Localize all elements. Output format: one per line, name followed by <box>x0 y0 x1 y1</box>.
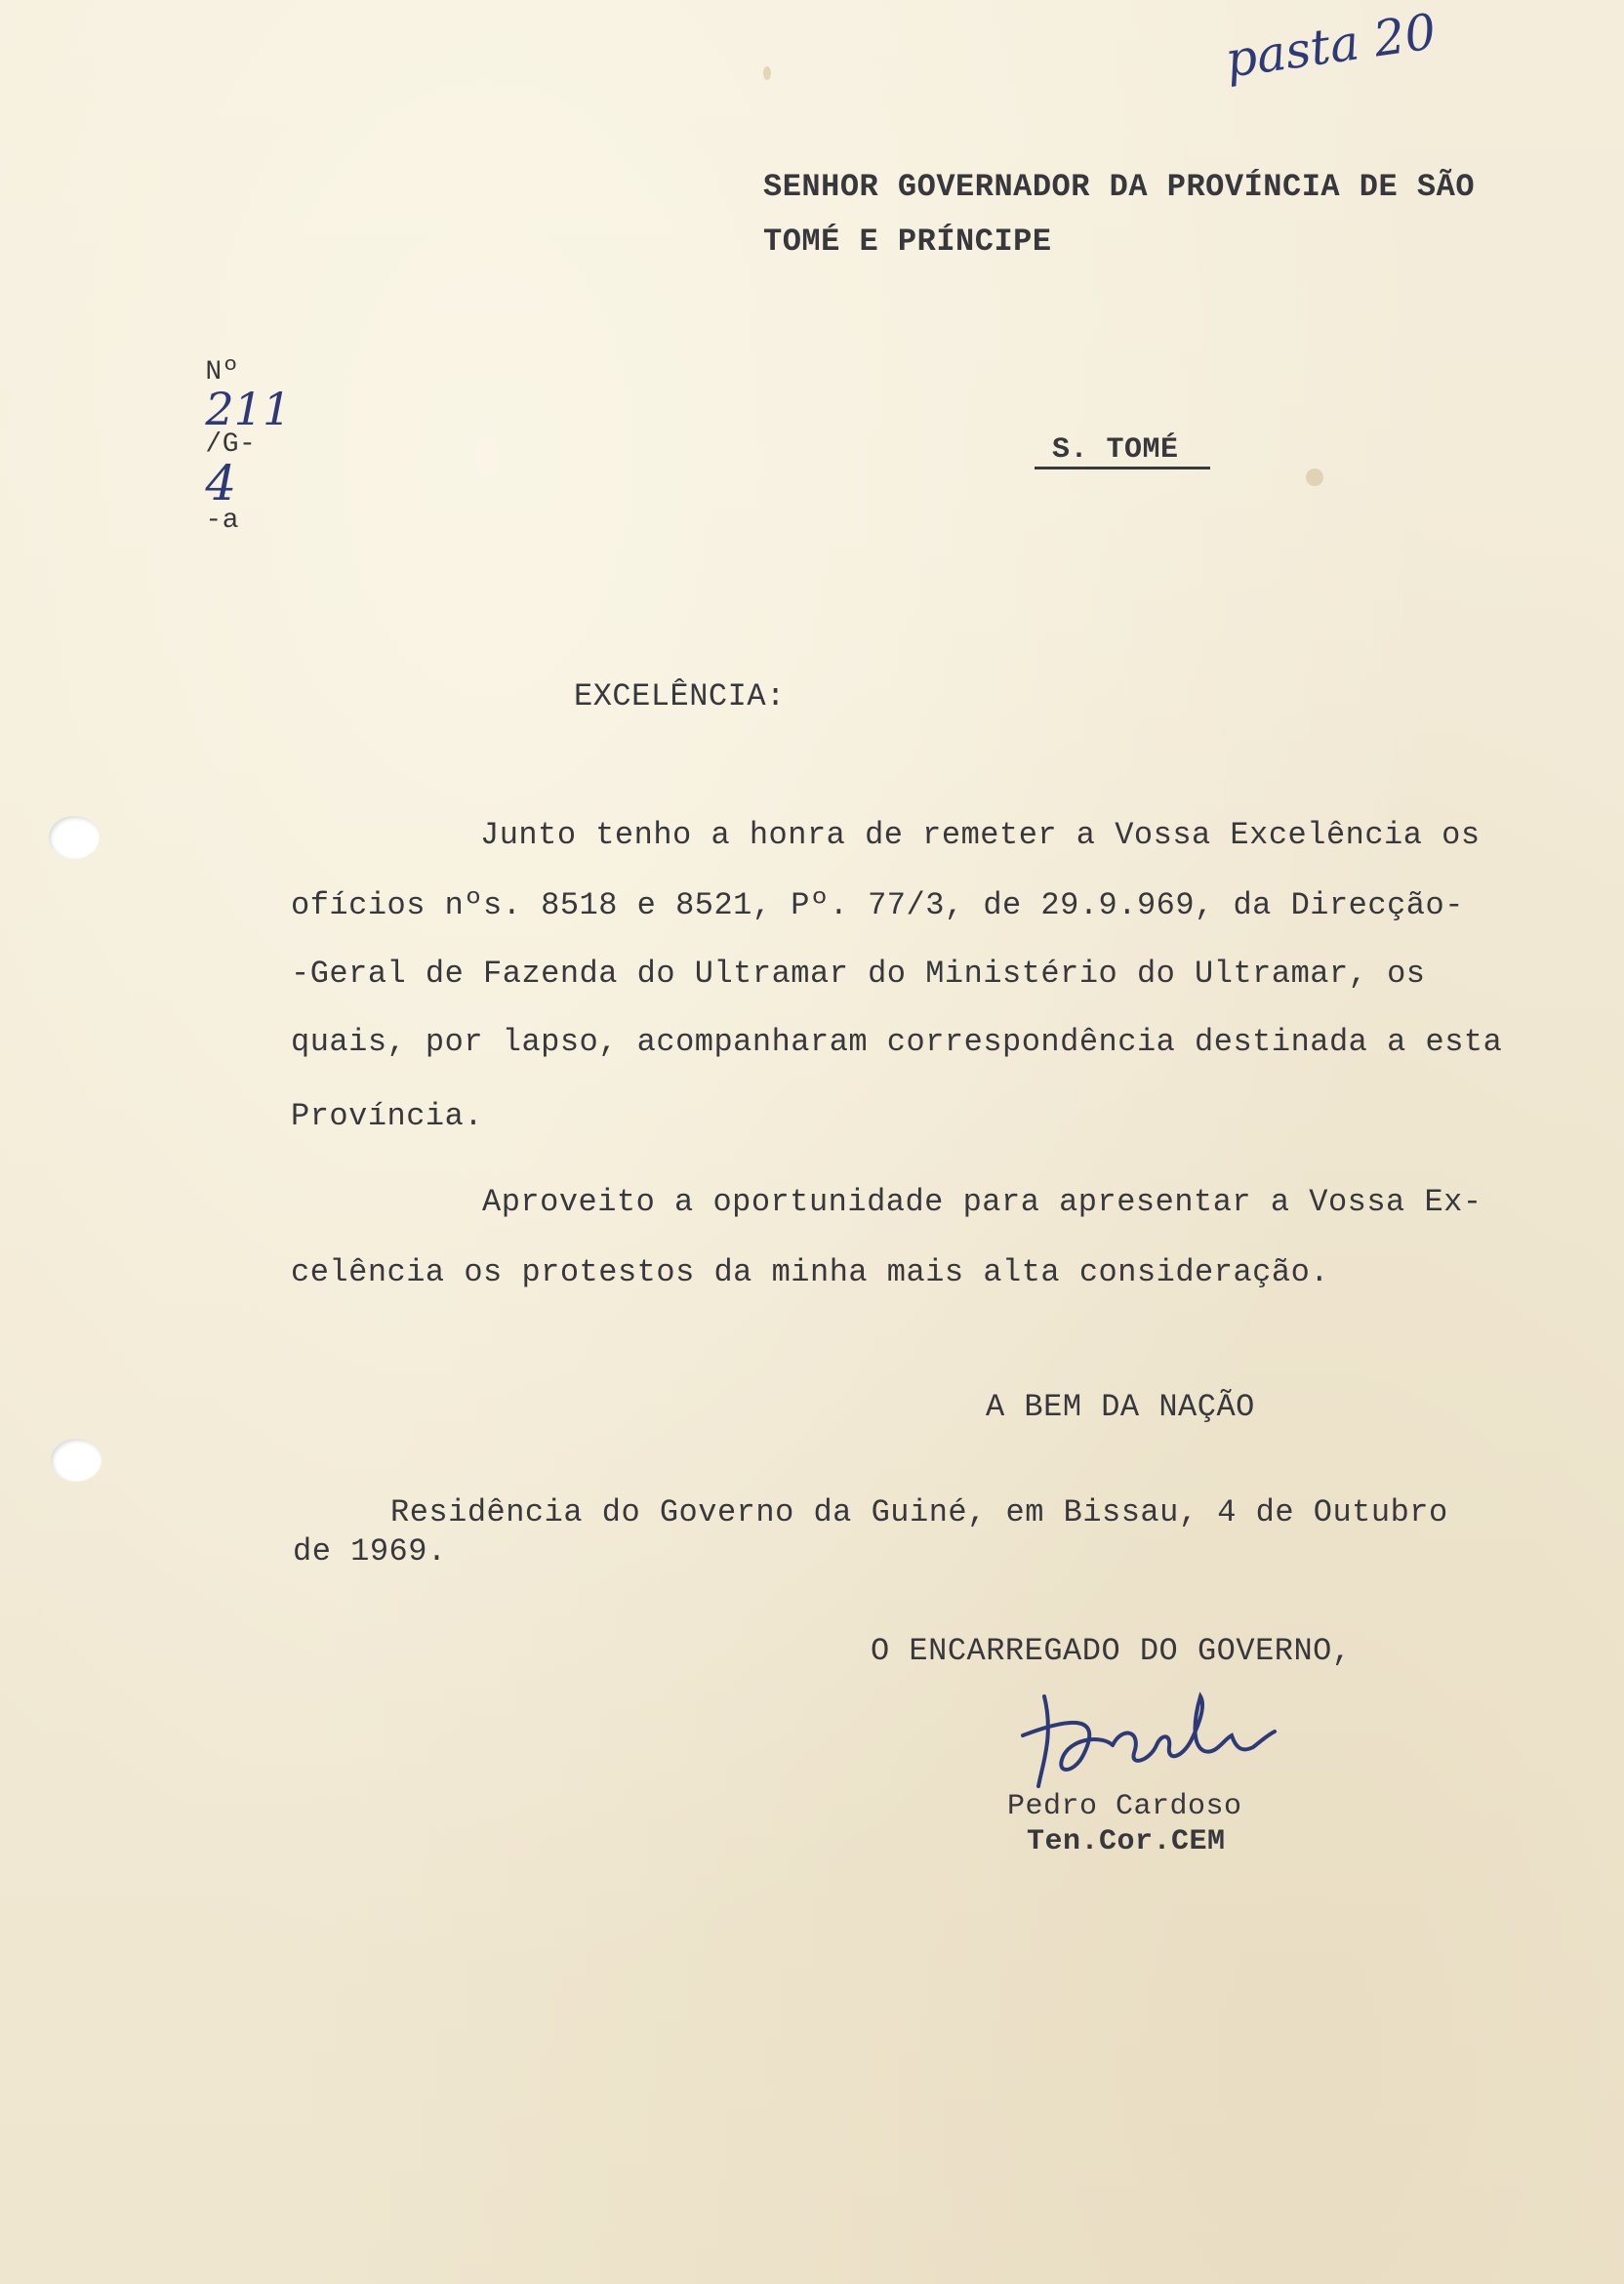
destination: S. TOMÉ <box>1052 433 1179 467</box>
punch-hole-lower <box>51 1439 102 1482</box>
salutation: EXCELÊNCIA: <box>574 678 786 714</box>
body-p1-line-2: ofícios nºs. 8518 e 8521, Pº. 77/3, de 29.9.969, da Direcção- <box>291 887 1464 923</box>
signatory-title: O ENCARREGADO DO GOVERNO, <box>871 1633 1352 1669</box>
reference-middle: /G- <box>205 429 257 460</box>
addressee-line-2: TOMÉ E PRÍNCIPE <box>763 224 1052 260</box>
place-date-line-1: Residência do Governo da Guiné, em Bissau, 4 de Outubro <box>390 1494 1448 1530</box>
reference-handwritten-number: 211 <box>205 383 292 435</box>
body-p2-line-2: celência os protestos da minha mais alta consideração. <box>291 1254 1329 1290</box>
place-date-line-2: de 1969. <box>293 1533 447 1570</box>
reference-handwritten-series: 4 <box>205 455 237 511</box>
body-p1-line-5: Província. <box>291 1098 484 1134</box>
body-p1-line-1: Junto tenho a honra de remeter a Vossa Excelência os <box>480 817 1481 853</box>
signatory-name: Pedro Cardoso <box>1007 1790 1242 1823</box>
body-p1-line-4: quais, por lapso, acompanharam correspondência destinada a esta <box>291 1024 1503 1060</box>
punch-hole-upper <box>49 816 100 859</box>
destination-underline <box>1035 467 1210 469</box>
reference-number <box>168 342 291 552</box>
handwritten-signature <box>1015 1677 1288 1794</box>
reference-prefix: Nº <box>205 357 240 387</box>
closing-motto: A BEM DA NAÇÃO <box>986 1389 1255 1425</box>
body-p1-line-3: -Geral de Fazenda do Ultramar do Ministério do Ultramar, os <box>291 956 1426 992</box>
paper-spot <box>1306 469 1323 486</box>
paper-spot <box>763 66 771 80</box>
body-p2-line-1: Aproveito a oportunidade para apresentar a Vossa Ex- <box>482 1184 1482 1220</box>
addressee-line-1: SENHOR GOVERNADOR DA PROVÍNCIA DE SÃO <box>763 169 1476 205</box>
signatory-rank: Ten.Cor.CEM <box>1027 1825 1226 1858</box>
reference-suffix: -a <box>205 506 240 536</box>
handwritten-annotation: pasta 20 <box>1222 3 1440 89</box>
